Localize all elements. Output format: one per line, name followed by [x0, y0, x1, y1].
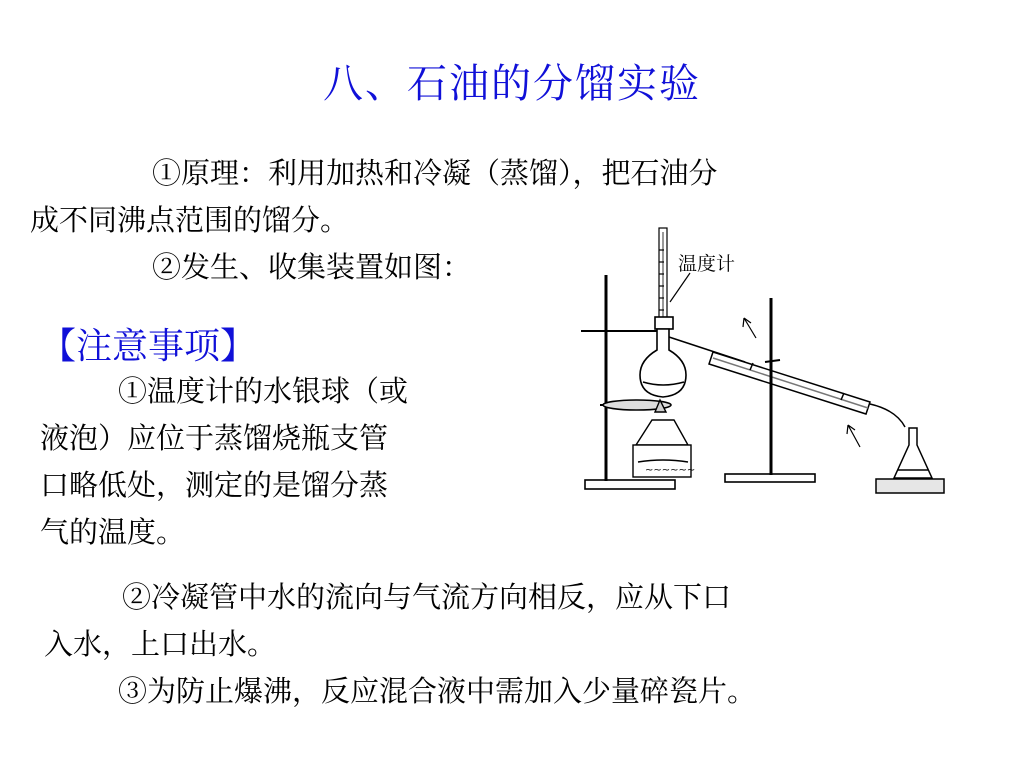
page-title: 八、石油的分馏实验	[323, 61, 701, 107]
note-3: ③为防止爆沸，反应混合液中需加入少量碎瓷片。	[118, 674, 757, 708]
distillation-apparatus-diagram	[565, 225, 965, 500]
receiving-flask	[876, 428, 944, 493]
svg-text:~~~~~~: ~~~~~~	[645, 465, 696, 476]
note-1-line-3: 口略低处，测定的是馏分蒸	[40, 468, 389, 502]
thermometer	[659, 228, 667, 330]
principle-line-2: 成不同沸点范围的馏分。	[30, 203, 350, 237]
apparatus-text: ②发生、收集装置如图：	[152, 250, 472, 284]
principle-line-1: ①原理：利用加热和冷凝（蒸馏），把石油分	[152, 156, 718, 190]
condenser	[709, 352, 905, 427]
burner	[633, 400, 695, 477]
note-1-line-2: 液泡）应位于蒸馏烧瓶支管	[40, 421, 389, 455]
thermometer-label: 温度计	[678, 253, 736, 275]
thermometer-label-pointer	[670, 273, 690, 302]
note-1-line-1: ①温度计的水银球（或	[118, 374, 409, 408]
note-2-line-1: ②冷凝管中水的流向与气流方向相反，应从下口	[122, 580, 732, 614]
note-1-line-4: 气的温度。	[40, 515, 186, 549]
notice-heading: 【注意事项】	[40, 326, 257, 367]
note-2-line-2: 入水，上口出水。	[44, 627, 277, 661]
